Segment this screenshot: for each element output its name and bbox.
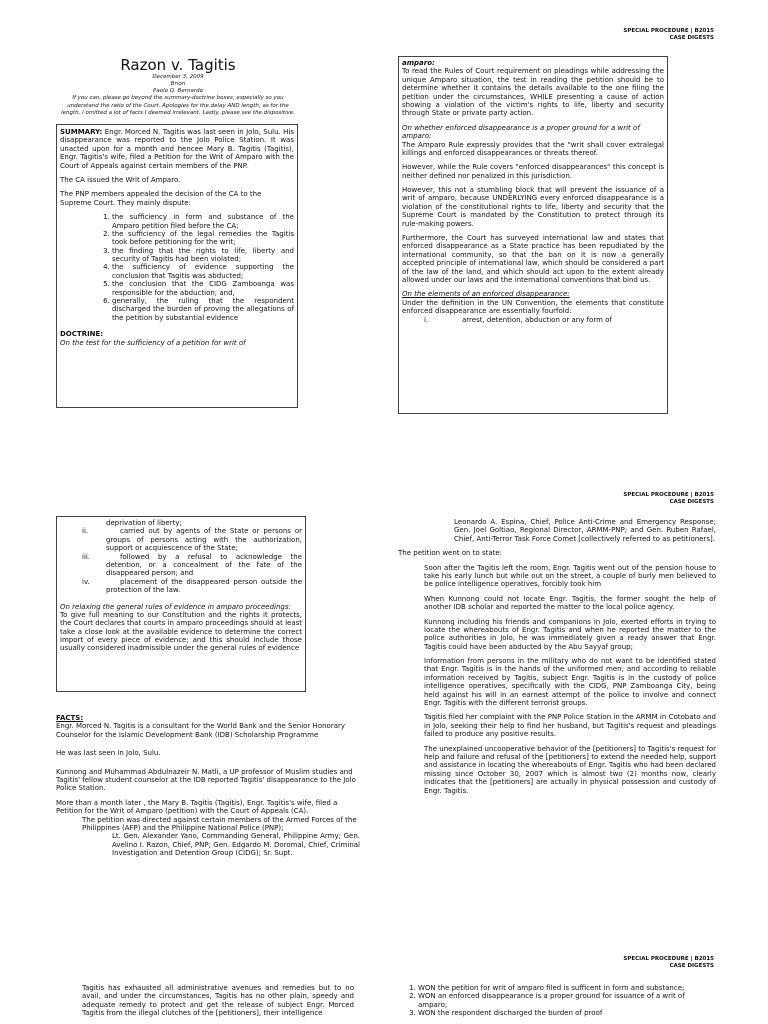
doctrine-label: DOCTRINE: xyxy=(60,330,104,339)
facts-p6: Lt. Gen. Alexander Yano, Commanding General, Philippine Army; Gen. Avelino I. Razon, Chief, PNP; Gen. Edgardo M. Doromal, Chief, Criminal Investigation and Detention Group (CIDG); Sr. Supt. xyxy=(112,832,360,858)
list-item: ii. carried out by agents of the State or persons or groups of persons acting with the authorization, support or acquiescence of the State; xyxy=(82,527,302,553)
author-note: If you can, please go beyond the summary-doctrine boxes; especially so you understand the ratio of the Court. Apologies for the delay AND length; as for the length, I omitted a lot of facts I deemed irrelevant. Lastly, please see the dispositive. xyxy=(61,95,295,116)
page-header-1 xyxy=(623,28,714,42)
heading-elements: On the elements of an enforced disappearance: xyxy=(402,290,570,299)
header-line-1: SPECIAL PROCEDURE | B2015 xyxy=(623,492,714,498)
list-item: 6. generally, the ruling that the respondent discharged the burden of proving the allegations of the petition by substantial evidence xyxy=(112,297,294,322)
doctrine-p1: To read the Rules of Court requirement on pleadings while addressing the unique Amparo situation, the test in reading the petition should be to determine whether it contains the details available to the one filing the petition under the circumstances, WHILE presenting a cause of action showing a violation of the victim's rights to life, liberty and security through State or private party action. xyxy=(402,67,664,118)
petition-p2: When Kunnong could not locate Engr. Tagitis, the former sought the help of another IDB scholar and reported the matter to the local police agency. xyxy=(424,594,716,612)
petition-p3: Kunnong including his friends and companions in Jolo, exerted efforts in trying to locate the whereabouts of Engr. Tagitis and when he reported the matter to the police authorities in Jolo, he was immediately given a ready answer that Engr. Tagitis could have been abducted by the Abu Sayyaf group; xyxy=(424,617,716,651)
case-title: Razon v. Tagitis xyxy=(120,56,236,74)
list-item: 3. the finding that the rights to life, liberty and security of Tagitis had been violated; xyxy=(112,247,294,264)
list-item: iv. placement of the disappeared person outside the protection of the law. xyxy=(82,577,302,595)
summary-text: Engr. Morced N. Tagitis was last seen in Jolo, Sulu. His disappearance was reported to the Jolo Police Station. It was unacted upon for a month and hencee Mary B. Tagitis (Tagitis), Engr. Tagitis's wife, filed a Petition for the Writ of Amparo with the Court of Appeals against certain members of the PNP. xyxy=(60,128,294,170)
case-author: Paolo Q. Bernardo xyxy=(153,88,203,95)
doctrine-p4: However, this not a stumbling block that will prevent the issuance of a writ of amparo, because UNDERLYING every enforced disappearance is a violation of the constitutional rights to life, liberty and security that the Supreme Court is mandated by the Constitution to protect through its rule-making powers. xyxy=(402,186,664,228)
doctrine-p2: The Amparo Rule expressly provides that the "writ shall cover extralegal killings and enforced disappearances or threats thereof. xyxy=(402,140,664,157)
issues-list xyxy=(396,984,716,1018)
elements-list xyxy=(402,316,664,324)
header-line-2: CASE DIGESTS xyxy=(669,498,714,505)
facts-p1: Engr. Morced N. Tagitis is a consultant for the World Bank and the Senior Honorary Counselor for the Islamic Development Bank (IDB) Scholarship Programme xyxy=(56,722,346,739)
summary-label: SUMMARY: xyxy=(60,128,103,136)
petition-p1: Soon after the Tagitis left the room, Engr. Tagitis went out of the pension house to take his early lunch but while out on the street, a couple of burly men believed to be police intelligence operatives, forcibly took him xyxy=(424,563,716,589)
petition-intro: The petition went on to state: xyxy=(398,549,503,558)
facts-p2: He was last seen in Jolo, Sulu. xyxy=(56,749,161,758)
header-line-2: CASE DIGESTS xyxy=(669,34,714,41)
doctrine-p5: Furthermore, the Court has surveyed international law and states that enforced disappearance as a State practice has been repudiated by the international community, so that the ban on it is now a generally accepted principle of international law, which should be considered a part of the law of the land, and which should act upon to the extent already allowed under our laws and the international conventions that bind us. xyxy=(402,234,664,284)
disputes-list xyxy=(60,213,294,322)
list-item: 1. WON the petition for writ of amparo filed is sufficent in form and substance; xyxy=(418,984,716,992)
petition-p5: Tagitis filed her complaint with the PNP Police Station in the ARMM in Cotobato and in Jolo, seeking their help to find her husband, but Tagitis's request and pleadings failed to produce any positive results. xyxy=(424,713,716,739)
doctrine-box xyxy=(398,56,668,414)
header-line-1: SPECIAL PROCEDURE | B2015 xyxy=(623,28,714,34)
issues-section xyxy=(396,984,716,1024)
list-item: deprivation of liberty; xyxy=(106,519,182,527)
facts-label: FACTS: xyxy=(56,714,84,722)
facts-p4: More than a month later , the Mary B. Tagitis (Tagitis), Engr. Tagitis's wife, filed a Petition for the Writ of Amparo (petition) with the Court of Appeals (CA). xyxy=(56,798,338,816)
petition-p6: The unexplained uncooperative behavior of the [petitioners] to Tagitis's request for help and failure and refusal of the [petitioners] to extend the needed help, support and assistance in locating the whereabouts of Engr. Tagitis who had been declared missing since October 30, 2007 which is almost two (2) months now, clearly indicates that the [petitioners] are actually in physical possession and custody of Engr. Tagitis. xyxy=(424,744,716,795)
list-item: iii. followed by a refusal to acknowledge the detention, or a concealment of the fate of the disappeared person; and xyxy=(82,552,302,578)
facts-section xyxy=(56,714,360,857)
summary-p2: The CA issued the Writ of Amparo. xyxy=(60,175,181,184)
list-item: 1. the sufficiency in form and substance of the Amparo petition filed before the CA; xyxy=(112,213,294,230)
doctrine-continued: amparo: xyxy=(402,59,435,67)
list-item: 2. the sufficiency of the legal remedies the Tagitis took before petitioning for the writ; xyxy=(112,230,294,247)
header-line-2: CASE DIGESTS xyxy=(669,962,714,969)
list-item: 3. WON the respondent discharged the burden of proof xyxy=(418,1009,716,1017)
case-date: December 3, 2009 xyxy=(152,74,204,80)
list-item: 2. WON an enforced disappearance is a proper ground for issuance of a writ of amparo; xyxy=(418,992,716,1009)
facts-p3: Kunnong and Muhammad Abdulnazeir N. Matli, a UP professor of Muslim studies and Tagitis' fellow student counselor at the IDB reported Tagitis' disappearance to the Jolo Police Station. xyxy=(56,767,356,793)
petition-section xyxy=(398,518,716,801)
case-ponente: Brion xyxy=(170,81,186,88)
petition-p4: Information from persons in the military who do not want to be identified stated that Engr. Tagitis is in the hands of the uniformed men; and according to reliable information received by Tagitis, subject Engr. Tagitis is in the custody of police intelligence operatives, specifically with the CIDG, PNP Zamboanga City, being held against his will in an earnest attempt of the police to involve and connect Engr. Tagitis with the different terrorist groups. xyxy=(424,657,716,708)
facts-p5: The petition was directed against certain members of the Armed Forces of the Philippines (AFP) and the Philippine National Police (PNP); xyxy=(82,815,357,832)
summary-paragraph xyxy=(60,128,294,170)
doctrine-p6: Under the definition in the UN Convention, the elements that constitute enforced disappearance are essentially fourfold: xyxy=(402,298,664,316)
elements-box xyxy=(56,516,306,692)
list-item: 5. the conclusion that the CIDG Zamboanga was responsible for the abduction; and, xyxy=(112,280,294,297)
summary-box xyxy=(56,124,298,408)
case-meta xyxy=(58,74,298,117)
summary-p3: The PNP members appealed the decision of the CA to the Supreme Court. They mainly dispute: xyxy=(60,190,262,207)
exhaustion-paragraph: Tagitis has exhausted all administrative avenues and remedies but to no avail, and under the circumstances, Tagitis has no other plain, speedy and adequate remedy to protect and get the release of subject Engr. Morced Tagitis from the illegal clutches of the [petitioners], their intelligence xyxy=(82,984,354,1018)
elements-list-cont xyxy=(60,519,302,595)
petition-respondents: Leonardo A. Espina, Chief, Police Anti-Crime and Emergency Response; Gen. Joel Goltiao, Regional Director, ARMM-PNP; and Gen. Ruben Rafael, Chief, Anti-Terror Task Force Comet [collectively referred to as petitioners]. xyxy=(454,518,716,543)
page-header-2 xyxy=(623,492,714,506)
list-item: 4. the sufficiency of evidence supporting the conclusion that Tagitis was abducted; xyxy=(112,263,294,280)
relaxing-rules-text: To give full meaning to our Constitution and the rights it protects, the Court declares that courts in amparo proceedings should at least take a close look at the available evidence to determine the correct import of every piece of evidence; and this should include those usually considered inadmissible under the general rules of evidence xyxy=(60,610,302,653)
doctrine-subheading: On the test for the sufficiency of a petition for writ of xyxy=(60,338,246,347)
heading-enforced-disappearance: On whether enforced disappearance is a proper ground for a writ of amparo: xyxy=(402,123,640,141)
list-item: i. arrest, detention, abduction or any form of xyxy=(424,315,612,324)
page-header-3 xyxy=(623,956,714,970)
doctrine-p3: However, while the Rule covers "enforced disappearances" this concept is neither defined nor penalized in this jurisdiction. xyxy=(402,163,664,180)
header-line-1: SPECIAL PROCEDURE | B2015 xyxy=(623,956,714,962)
heading-relaxing-rules: On relaxing the general rules of evidence in amparo proceedings: xyxy=(60,602,291,611)
